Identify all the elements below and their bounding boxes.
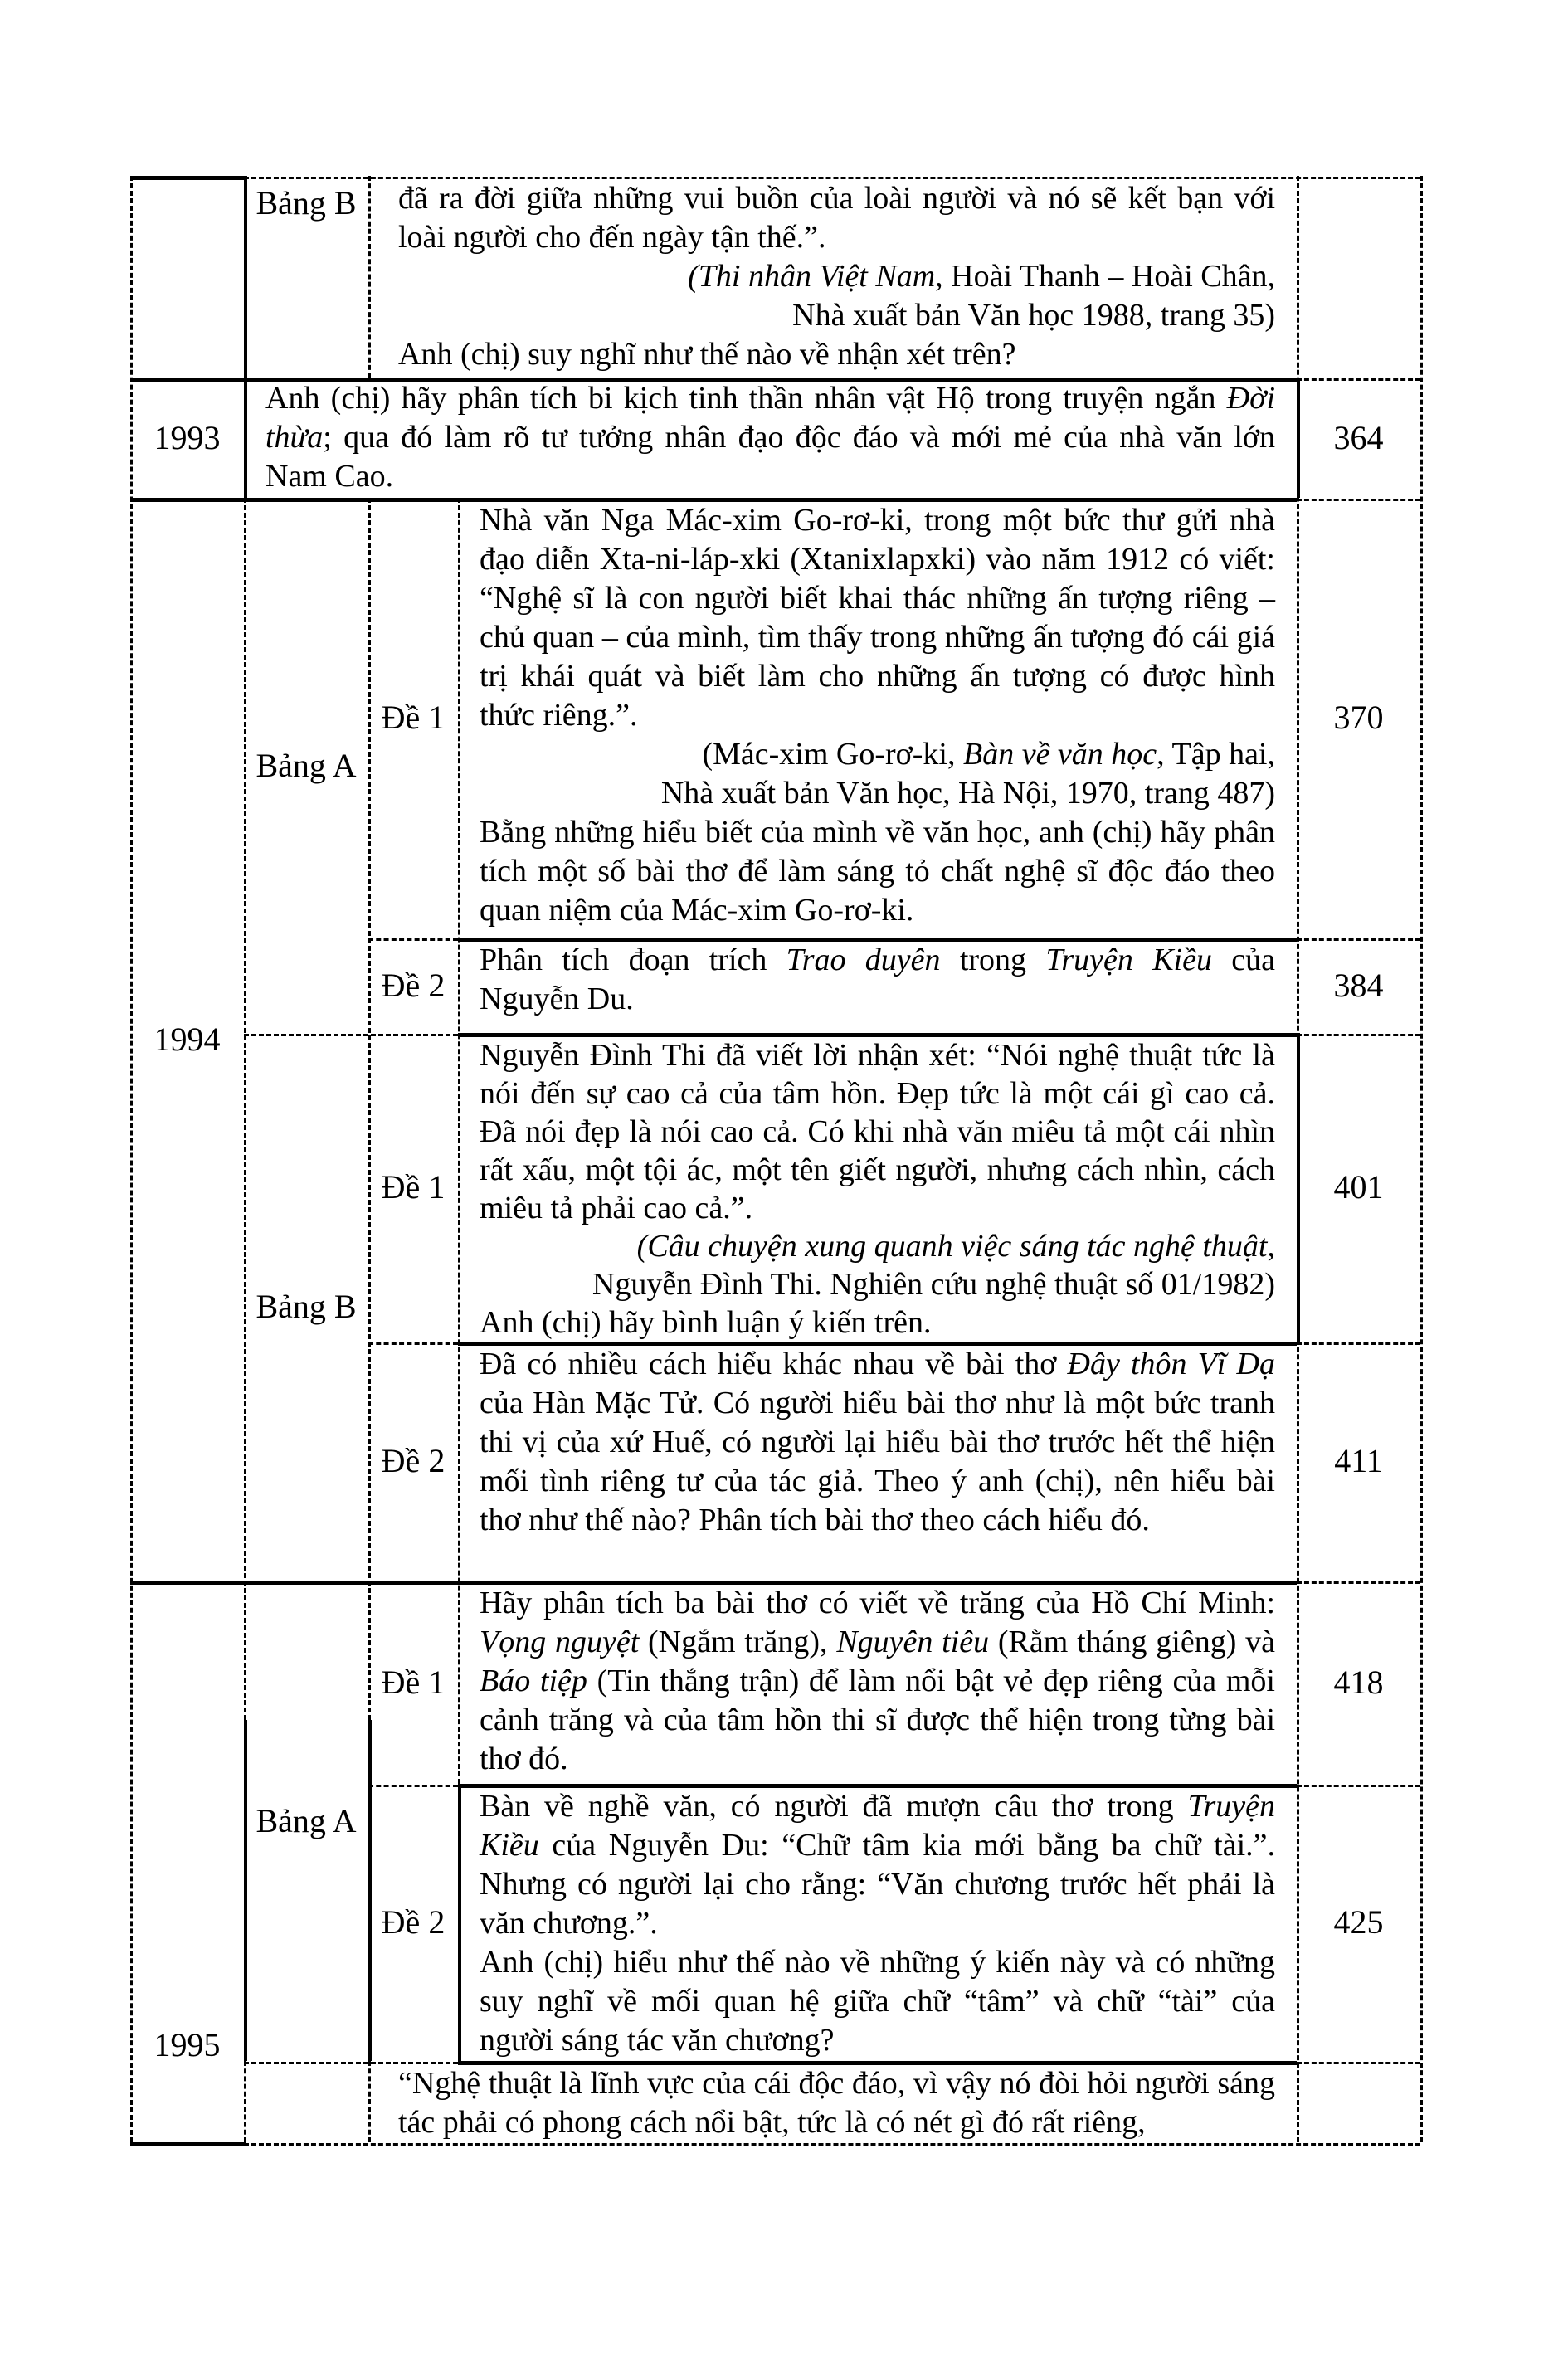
grid-line	[130, 176, 246, 180]
de-cell-1994-a-2: Đề 2	[381, 966, 446, 1004]
page-cell-1994-b-1: 401	[1333, 1168, 1384, 1206]
de-cell-1995-a-2: Đề 2	[381, 1903, 446, 1941]
grid-line	[1420, 176, 1423, 2142]
question-cell-1995-a-2: Bàn về nghề văn, có người đã mượn câu thơ trong Truyện Kiều của Nguyễn Du: “Chữ tâm kia mới bằng ba chữ tài.”. Nhưng có người lại cho rằng: “Văn chương trước hết phải là văn chương.”. Anh (chị) hiểu như thế nào về những ý kiến này và có những suy nghĩ về mối quan hệ giữa chữ “tâm” và chữ “tài” của người sáng tác văn chương?	[480, 1789, 1275, 2058]
year-cell-1995: 1995	[153, 2026, 221, 2063]
bang-cell-1994-a: Bảng A	[256, 746, 357, 784]
grid-line	[244, 2061, 246, 2142]
question-cell-1994-b-2: Đã có nhiều cách hiểu khác nhau về bài thơ Đây thôn Vĩ Dạ của Hàn Mặc Tử. Có người hiểu bài thơ như là một bức tranh thi vị của xứ Huế, có người lại hiểu bài thơ trước hết thể hiện mối tình riêng tư của tác giả. Theo ý anh (chị), nên hiểu bài thơ như thế nào? Phân tích bài thơ theo cách hiểu đó.	[480, 1347, 1275, 1537]
bang-cell-1995-a: Bảng A	[256, 1801, 357, 1839]
de-cell-1994-b-1: Đề 1	[381, 1168, 446, 1206]
de-cell-1994-b-2: Đề 2	[381, 1442, 446, 1479]
grid-line	[1297, 2062, 1420, 2064]
page-cell-1995-a-1: 418	[1333, 1663, 1384, 1701]
page-cell-1994-b-2: 411	[1334, 1442, 1383, 1479]
grid-line	[244, 2143, 1420, 2146]
year-cell-1993: 1993	[153, 418, 221, 456]
page-cell-1994-a-1: 370	[1333, 699, 1384, 736]
grid-line	[130, 2142, 246, 2146]
question-cell-1995-cont: “Nghệ thuật là lĩnh vực của cái độc đáo, vì vậy nó đòi hỏi người sáng tác phải có phong cách nổi bật, tức là có nét gì đó rất riêng,	[398, 2066, 1275, 2140]
page-cell-1993: 364	[1333, 418, 1384, 456]
question-cell-1995-a-1: Hãy phân tích ba bài thơ có viết về trăng của Hồ Chí Minh: Vọng nguyệt (Ngắm trăng), Nguyên tiêu (Rằm tháng giêng) và Báo tiệp (Tin thắng trận) để làm nổi bật vẻ đẹp riêng của mỗi cảnh trăng và của tâm hồn thi sĩ được thể hiện trong từng bài thơ đó.	[480, 1586, 1275, 1776]
year-cell-1994: 1994	[153, 1020, 221, 1058]
page-cell-1994-a-2: 384	[1333, 966, 1384, 1004]
question-cell-1992-cont: đã ra đời giữa những vui buồn của loài người và nó sẽ kết bạn với loài người cho đến ngày tận thế.”. (Thi nhân Việt Nam, Hoài Thanh – Hoài Chân, Nhà xuất bản Văn học 1988, trang 35) Anh (chị) suy nghĩ như thế nào về nhận xét trên?	[398, 181, 1275, 372]
de-cell-1994-a-1: Đề 1	[381, 699, 446, 736]
question-cell-1993: Anh (chị) hãy phân tích bi kịch tinh thần nhân vật Hộ trong truyện ngắn Đời thừa; qua đó làm rõ tư tưởng nhân đạo độc đáo và mới mẻ của nhà văn lớn Nam Cao.	[265, 381, 1275, 494]
bang-cell-1992-b: Bảng B	[256, 184, 357, 222]
question-cell-1994-b-1: Nguyễn Đình Thi đã viết lời nhận xét: “Nói nghệ thuật tức là nói đến sự cao cả của tâm hồn. Đẹp tức là một cái gì cao cả. Đã nói đẹp là nói cao cả. Có khi nhà văn miêu tả một cái nhìn rất xấu, một tội ác, một tên giết người, nhưng cách nhìn, cách miêu tả phải cao cả.”. (Câu chuyện xung quanh việc sáng tác nghệ thuật, Nguyễn Đình Thi. Nghiên cứu nghệ thuật số 01/1982) Anh (chị) hãy bình luận ý kiến trên.	[480, 1038, 1275, 1340]
question-cell-1994-a-2: Phân tích đoạn trích Trao duyên trong Truyện Kiều của Nguyễn Du.	[480, 943, 1275, 1016]
question-cell-1994-a-1: Nhà văn Nga Mác-xim Go-rơ-ki, trong một bức thư gửi nhà đạo diễn Xta-ni-láp-xki (Xtanixlapxki) vào năm 1912 có viết: “Nghệ sĩ là con người biết khai thác những ấn tượng riêng – chủ quan – của mình, tìm thấy trong những ấn tượng đó cái giá trị khái quát và biết làm cho những ấn tượng có được hình thức riêng.”. (Mác-xim Go-rơ-ki, Bàn về văn học, Tập hai, Nhà xuất bản Văn học, Hà Nội, 1970, trang 487) Bằng những hiểu biết của mình về văn học, anh (chị) hãy phân tích một số bài thơ để làm sáng tỏ chất nghệ sĩ độc đáo theo quan niệm của Mác-xim Go-rơ-ki.	[480, 503, 1275, 928]
bang-cell-1994-b: Bảng B	[256, 1288, 357, 1325]
de-cell-1995-a-1: Đề 1	[381, 1663, 446, 1701]
page-cell-1995-a-2: 425	[1333, 1903, 1384, 1941]
